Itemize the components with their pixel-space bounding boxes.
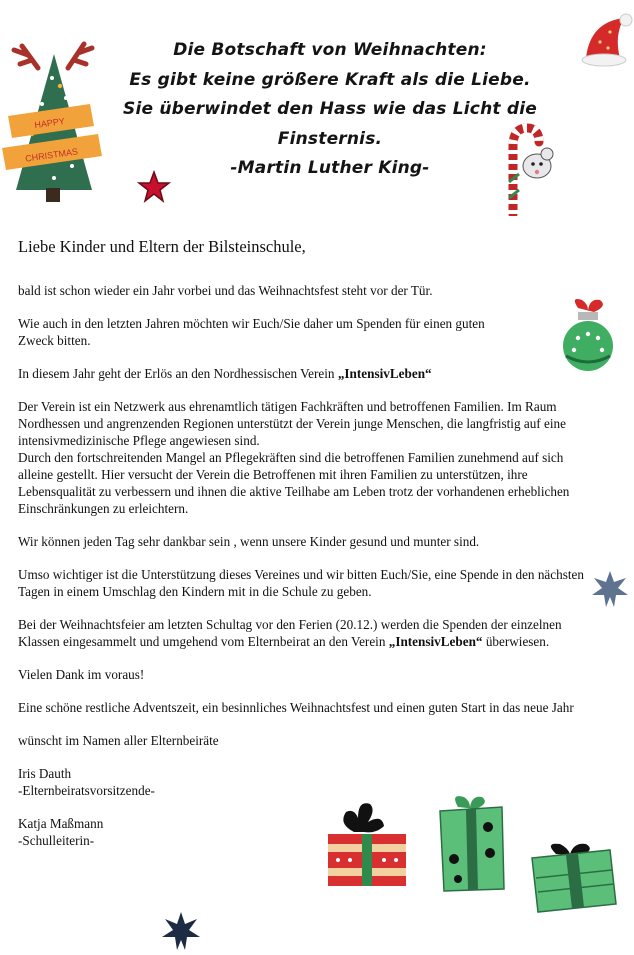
paragraph-envelope: Umso wichtiger ist die Unterstützung dieses Vereines und wir bitten Euch/Sie, eine Spende in den nächsten Tagen in einem Umschlag den Kindern mit in die Schule zu geben. bbox=[18, 567, 584, 599]
paragraph-closing: wünscht im Namen aller Elternbeiräte bbox=[18, 733, 219, 748]
blue-star-icon bbox=[590, 569, 630, 609]
paragraph-collection-text: Bei der Weihnachtsfeier am letzten Schultag vor den Ferien (20.12.) werden die Spenden der einzelnen Klassen eingesammelt und umgehend vom Elternbeirat an den Verein bbox=[18, 617, 562, 649]
paragraph-wishes: Eine schöne restliche Adventszeit, ein besinnliches Weihnachtsfest und einen guten Start in das neue Jahr bbox=[18, 700, 574, 715]
association-name: „IntensivLeben“ bbox=[337, 366, 432, 381]
quote-block bbox=[110, 36, 550, 184]
letter-body bbox=[18, 282, 596, 849]
paragraph-association-about: Der Verein ist ein Netzwerk aus ehrenamtlich tätigen Fachkräften und betroffenen Familien. Im Raum Nordhessen und angrenzenden Regionen unterstützt der Verein junge Menschen, die langfristig auf eine intensivmedizinische Pflege angewiesen sind. bbox=[18, 399, 566, 448]
quote-line-4: Finsternis. bbox=[277, 128, 383, 149]
paragraph-recipient bbox=[18, 365, 596, 382]
paragraph-thanks: Vielen Dank im voraus! bbox=[18, 667, 145, 682]
paragraph-intro: bald ist schon wieder ein Jahr vorbei und das Weihnachtsfest steht vor der Tür. bbox=[18, 283, 433, 298]
quote-line-3: Sie überwindet den Hass wie das Licht die bbox=[123, 99, 537, 119]
letter-greeting: Liebe Kinder und Eltern der Bilsteinschule, bbox=[18, 237, 306, 256]
quote-line-2: Es gibt keine größere Kraft als die Liebe. bbox=[129, 69, 531, 90]
paragraph-donation-request: Wie auch in den letzten Jahren möchten wir Euch/Sie daher um Spenden für einen guten Zweck bitten. bbox=[18, 316, 485, 348]
paragraph-gratitude: Wir können jeden Tag sehr dankbar sein , wenn unsere Kinder gesund und munter sind. bbox=[18, 534, 480, 549]
red-star-icon bbox=[137, 170, 171, 204]
paragraph-association-support: Durch den fortschreitenden Mangel an Pflegekräften sind die betroffenen Familien zunehmend auf sich alleine gestellt. Hier versucht der Verein die Betroffenen mit ihren Familien zu unterstützen, ihre Lebensqualität zu verbessern und ihnen die aktive Teilhabe am Leben trotz der vorhandenen erheblichen Einschränkungen zu erleichtern. bbox=[18, 450, 570, 516]
signature-1-role: -Elternbeiratsvorsitzende- bbox=[18, 783, 155, 798]
paragraph-collection bbox=[18, 616, 596, 650]
paragraph-collection-end: überwiesen. bbox=[482, 634, 550, 649]
signature-2-role: -Schulleiterin- bbox=[18, 833, 95, 848]
signature-2-name: Katja Maßmann bbox=[18, 816, 104, 831]
green-gift-bow-icon bbox=[526, 840, 618, 916]
quote-author: -Martin Luther King- bbox=[230, 158, 430, 178]
quote-line-1: Die Botschaft von Weihnachten: bbox=[173, 40, 487, 60]
signature-1-name: Iris Dauth bbox=[18, 766, 72, 781]
tree-ribbon-bottom: CHRISTMAS bbox=[24, 146, 79, 164]
navy-star-icon bbox=[160, 910, 202, 952]
association-name-2: „IntensivLeben“ bbox=[388, 634, 483, 649]
tree-ribbon-top: HAPPY bbox=[33, 115, 66, 131]
paragraph-recipient-text: In diesem Jahr geht der Erlös an den Nordhessischen Verein bbox=[18, 366, 338, 381]
candy-cane-mouse-icon bbox=[497, 122, 557, 216]
santa-hat-icon bbox=[580, 12, 634, 70]
reindeer-tree-icon bbox=[2, 38, 106, 204]
